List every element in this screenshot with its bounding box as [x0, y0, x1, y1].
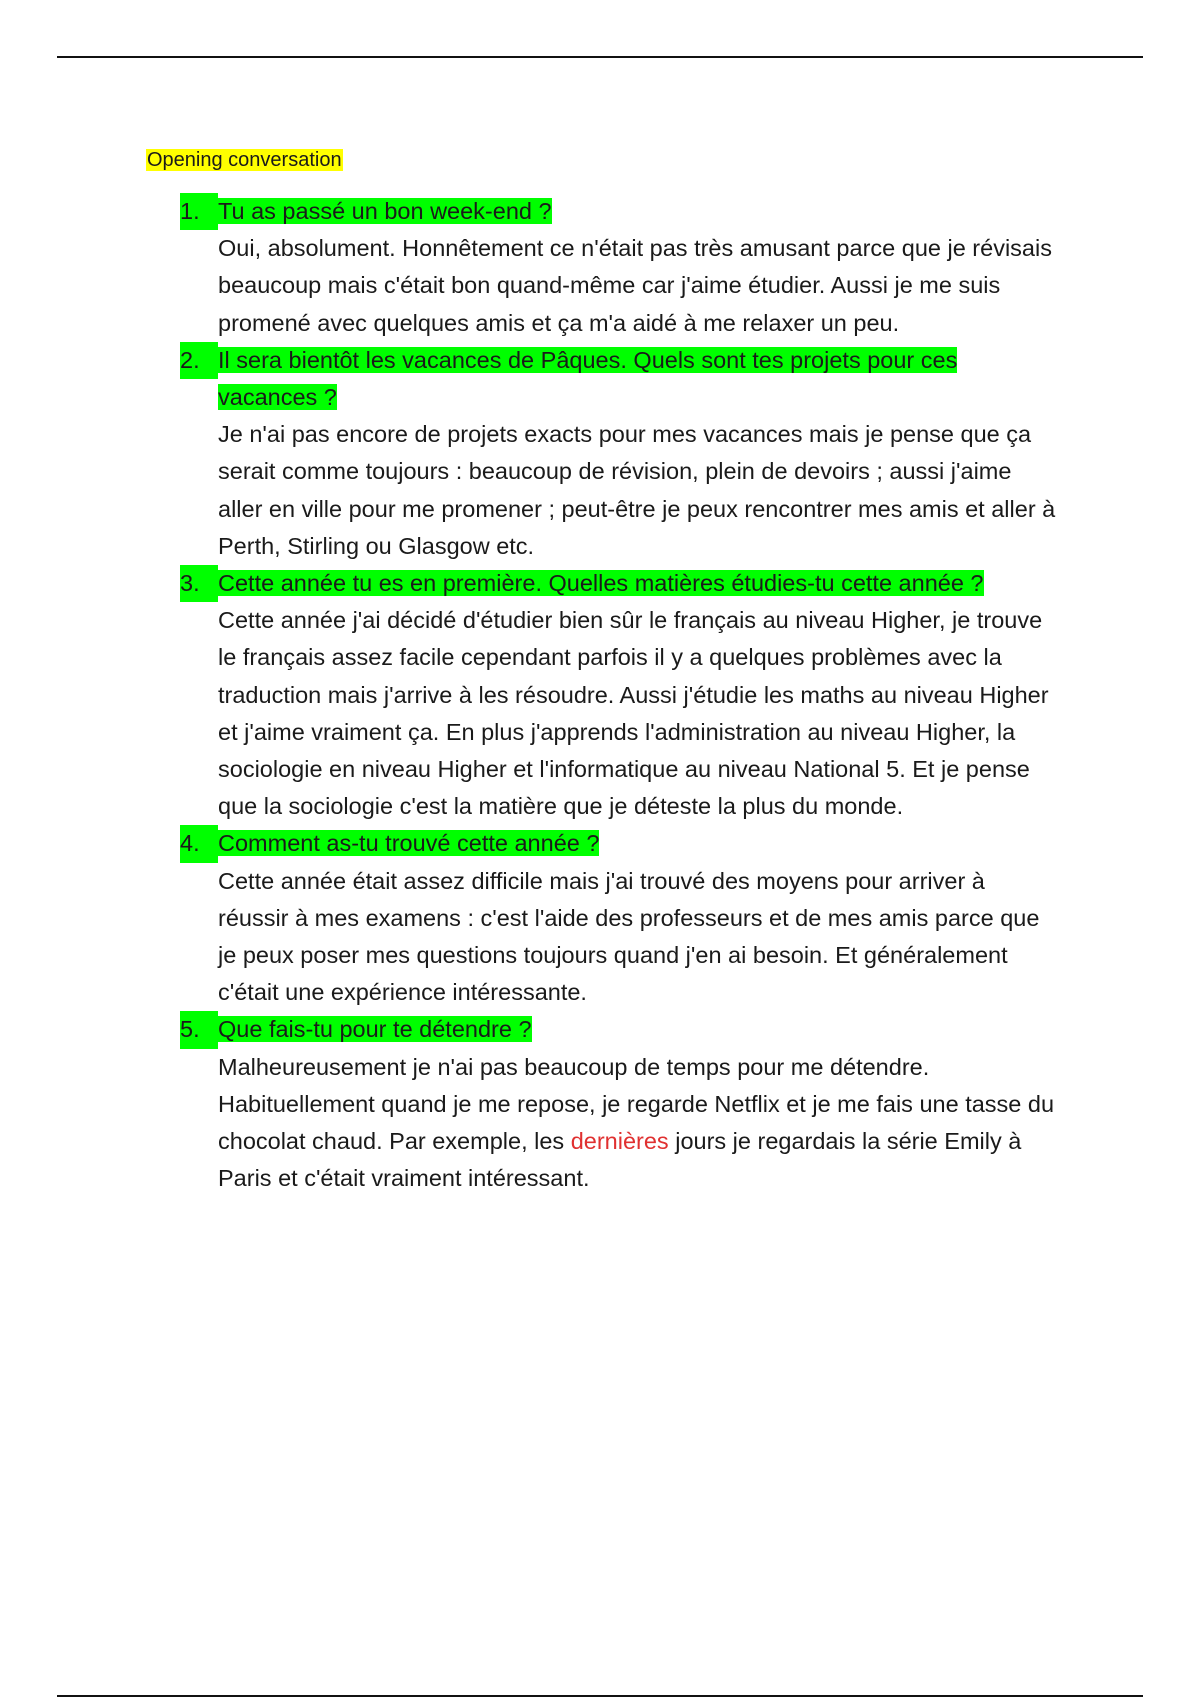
question-list: [180, 193, 1060, 1197]
question-text: Que fais-tu pour te détendre ?: [218, 1016, 532, 1043]
answer-text: [218, 1049, 1060, 1198]
page-top-rule: [57, 56, 1143, 58]
answer-text: Oui, absolument. Honnêtement ce n'était pas très amusant parce que je révisais beaucoup mais c'était bon quand-même car j'aime étudier. Aussi je me suis promené avec quelques amis et ça m'a aidé à me relaxer un peu.: [218, 235, 1052, 336]
list-item: [180, 193, 1060, 342]
question-text: Il sera bientôt les vacances de Pâques. Quels sont tes projets pour ces vacances ?: [218, 346, 958, 411]
answer-text: Je n'ai pas encore de projets exacts pour mes vacances mais je pense que ça serait comme toujours : beaucoup de révision, plein de devoirs ; aussi j'aime aller en ville pour me promener ; peut-être je peux rencontrer mes amis et aller à Perth, Stirling ou Glasgow etc.: [218, 421, 1056, 559]
item-number: 1.: [180, 193, 218, 230]
list-item: [180, 342, 1060, 565]
document-title: [146, 146, 343, 174]
question-text: Cette année tu es en première. Quelles matières étudies-tu cette année ?: [218, 570, 984, 597]
item-number: 3.: [180, 565, 218, 602]
list-item: [180, 565, 1060, 825]
list-item: [180, 1011, 1060, 1197]
answer-text-part2: jours je regardais la série Emily à Paris et c'était vraiment intéressant.: [218, 1128, 1022, 1192]
answer-text: Cette année était assez difficile mais j'ai trouvé des moyens pour arriver à réussir à mes examens : c'est l'aide des professeurs et de mes amis parce que je peux poser mes questions toujours quand j'en ai besoin. Et généralement c'était une expérience intéressante.: [218, 867, 1040, 1006]
question-text: Tu as passé un bon week-end ?: [218, 198, 552, 224]
item-number: 5.: [180, 1011, 218, 1048]
list-item: [180, 825, 1060, 1011]
item-number: 2.: [180, 342, 218, 379]
answer-text: Cette année j'ai décidé d'étudier bien sûr le français au niveau Higher, je trouve le français assez facile cependant parfois il y a quelques problèmes avec la traduction mais j'arrive à les résoudre. Aussi j'étudie les maths au niveau Higher et j'aime vraiment ça. En plus j'apprends l'administration au niveau Higher, la sociologie en niveau Higher et l'informatique au niveau National 5. Et je pense que la sociologie c'est la matière que je déteste la plus du monde.: [218, 607, 1049, 820]
item-number: 4.: [180, 825, 218, 862]
title-text: Opening conversation: [147, 149, 342, 171]
question-text: Comment as-tu trouvé cette année ?: [218, 830, 600, 857]
page-bottom-rule: [57, 1695, 1143, 1697]
answer-text-part1: Malheureusement je n'ai pas beaucoup de temps pour me détendre. Habituellement quand je me repose, je regarde Netflix et je me fais une tasse du chocolat chaud. Par exemple, les: [218, 1053, 1055, 1155]
corrected-word: dernières: [570, 1128, 669, 1155]
